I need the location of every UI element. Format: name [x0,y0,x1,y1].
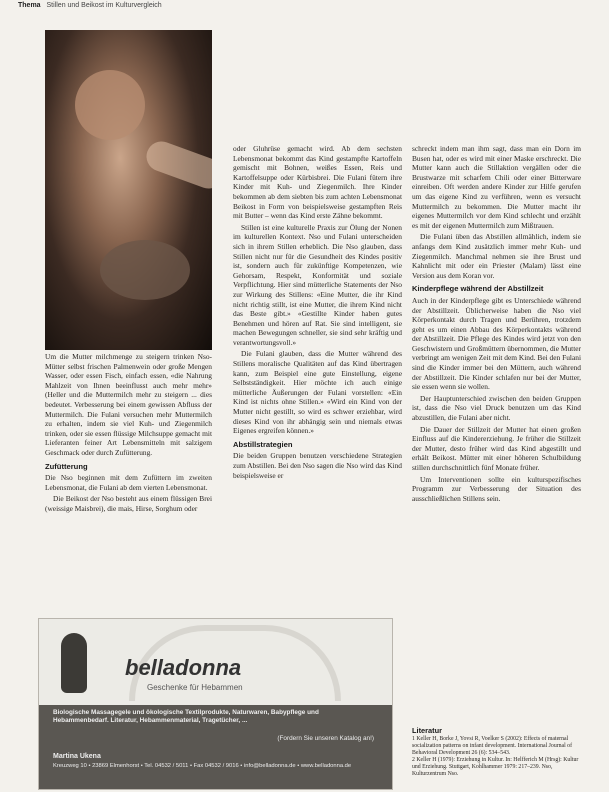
ad-contact[interactable]: Kreuzweg 10 • 23869 Elmenhorst • Tel. 04532 / 5011 • Fax 04532 / 9016 • info@belladonna.de • www.belladonna.de [53,763,352,769]
ad-logo-area [39,619,392,705]
section-heading-kinderpflege: Kinderpflege während der Abstillzeit [412,284,544,294]
paragraph: Stillen ist eine kulturelle Praxis zur Ölung der Nonen im kulturellen Kontext. Nso und Fulani unterscheiden sich in ihrem Stillen erheblich. Die Nso glauben, dass Stillen nicht nur für die Gesundheit des Kindes positiv ist, sondern auch für zukünftige Kompetenzen, wie Gehorsam, Respekt, Konformität und soziale Verpflichtung. Hier sind mütterliche Statements der Nso zur Wirkung des Stillens: «Eine Mutter, die ihr Kind nicht richtig stillt, ist eine Mutter, die ihrem Kind nicht das Beste gibt.» «Gestillte Kinder haben gutes Benehmen und hören auf Rat. Sie sind intelligent, sie machen Bewegungen schneller, sie sind sehr kräftig und verantwortungsvoll.» [233,222,402,347]
paragraph: schreckt indem man ihm sagt, dass man ein Dorn im Busen hat, oder es wird mit einer Maske erschreckt. Die Mutter kann auch die Stillaktion vergällen oder die Brustwarze mit scharfem Chili oder einer Bitterware einreiben. Oft werden andere Kinder zur Hilfe gerufen um das eigene Kind zu verführen, wenn es versucht Muttermilch zu bekommen. Die Mutter macht ihr eigenes Muttermilch vor dem Kind schlecht und erzählt es mit der eigenen Muttermilch zum Mißtrauen. [412,144,581,230]
section-heading-zufuetterung: Zufütterung [45,461,88,471]
reference-item: 1 Keller H, Borke J, Yovsi R, Voelker S (2002): Effects of maternal socialization patterns on infant development. International Journal of Behavioral Development 26 (6): 534–543. [412,736,573,756]
column-2 [233,144,402,482]
belladonna-advertisement[interactable] [38,618,393,790]
paragraph: Die beiden Gruppen benutzen verschiedene Strategien zum Abstillen. Bei den Nso sagen die Nso wird das Kind beispielsweise er [233,451,402,480]
pregnant-figure-icon [61,633,87,693]
paragraph: Die Beikost der Nso besteht aus einem flüssigen Brei (weissige Maisbrei), die mais, Hirse, Sorghum oder [45,494,212,513]
ad-tagline: Geschenke für Hebammen [147,683,243,692]
paragraph: Um Interventionen sollte ein kulturspezifisches Programm zur Verbesserung der Situation des ausschließlichen Stillens sein. [412,474,581,503]
ad-company: Martina Ukena [53,753,101,760]
paragraph: Die Fulani üben das Abstillen allmählich, indem sie anfangs dem Kind zusätzlich immer mehr Kuh- und Ziegenmilch. Manchmal nehmen sie ihre Brust und Kahnlicht mit oder ein Priester (Malam) lässt eine Version aus dem Koran vor. [412,232,581,280]
section-label: Thema [18,2,41,9]
reference-item: 2 Keller H (1979): Erziehung in Kultur. In: Helfferich M (Hrsg): Kultur und Erziehung. Stuttgart, Kohlhammer 1979: 217–239. Nso, Kulturzentrum Nso. [412,757,579,777]
paragraph: Die Nso beginnen mit dem Zufüttern im zweiten Lebensmonat, die Fulani ab dem vierten Lebensmonat. [45,473,212,492]
paragraph: oder Gluhrüse gemacht wird. Ab dem sechsten Lebensmonat bekommt das Kind gestampfte Kartoffeln gemischt mit Bohnen, weißes Essen, Reis und Kartoffelsuppe oder Kürbisbrei. Die Fulani fütern ihre Kinder mit Kuh- und Ziegenmilch. Ihre Kinder bekommen ab dem siebten bis zum achten Lebensmonat Beikost in Form von beispielsweise gestampften Reis mit Butter – wenn das Kind erste Zähne bekommt. [233,144,402,221]
paragraph: Die Dauer der Stillzeit der Mutter hat einen großen Einfluss auf die Kindererziehung. Je früher die Stillzeit der Mutter, desto früher wird das Kind abgestillt und erhält Beikost. Mütter mit einer höheren Schulbildung stillen durchschnittlich fünf Monate früher. [412,424,581,472]
ad-features: Biologische Massagegele und ökologische Textilprodukte, Naturwaren, Babypflege und Hebammenbedarf. Literatur, Hebammenmaterial, Tragetücher, ... [53,709,319,724]
ad-catalog-note: (Fordern Sie unseren Katalog an!) [277,735,374,742]
paragraph: Die Fulani glauben, dass die Mutter während des Stillens moralische Qualitäten auf das Kind übertragen kann, zum Beispiel eine gute Einstellung, eigene Selbstständigkeit. Hier möchte ich auch einige mütterliche Äußerungen der Fulani vorstellen: «Ein Kind ist nichts ohne Stillen.» «Wird ein Kind von der Mutter nicht gestillt, so wird es schwer erziehbar, wird dieses Kind von ihr abhängig sein und niemals etwas Eigenes ergreifen können.» [233,349,402,436]
mother-breastfeeding-photo [45,30,212,350]
paragraph: Auch in der Kinderpflege gibt es Unterschiede während der Abstillzeit. Üblicherweise haben die Nso viel Körperkontakt durch Tragen und Berühren, trotzdem geht es um einen Abbau des Körperkontakts während der Abstillzeit. Die Pflege des Kindes wird jetzt von den Geschwistern und Großmüttern übernommen, die Mutter verbringt am wenigen Zeit mit dem Kind. Bei den Fulani sind die Kinder immer bei den Müttern, auch während der Abstillzeit. Die Kinder schlafen nur bei der Mutter, sie essen wenn sie wollen. [412,295,581,392]
header-title: Stillen und Beikost im Kulturvergleich [46,2,162,9]
column-1 [45,352,212,516]
page-header [18,2,591,14]
paragraph: Der Hauptunterschied zwischen den beiden Gruppen ist, dass die Nso viel Druck benutzen um das Kind abzustillen, die Fulani aber nicht. [412,393,581,423]
ad-brand: belladonna [125,655,242,680]
section-heading-abstillstrategien: Abstillstrategien [233,439,293,449]
ad-info-panel [39,705,392,789]
literature-heading: Literatur [412,726,442,735]
column-3 [412,144,581,505]
paragraph: Um die Mutter milchmenge zu steigern trinken Nso-Mütter selbst frischen Palmenwein oder große Mengen Wasser, oder essen Fisch, einfach essen, «die Nahrung Mahlzeit von Ihnen beeinflusst auch mehr mehr» (Heller und die Muttermilch mehr zu steigern ... dies bedeutet. Verbesserung bei einem gewissen Abfluss der Muttermilch. Die Fulani versuchen mehr Muttermilch zu erhalten, indem sie viel Kuh- und Ziegenmilch trinken, oder sie essen flüssige Milchsuppe gemacht mit Lieferanten feiner Art Lebensmitteln mit salzigem Geschmack oder durch Zufütterung. [45,352,212,457]
literature-section [412,727,582,778]
